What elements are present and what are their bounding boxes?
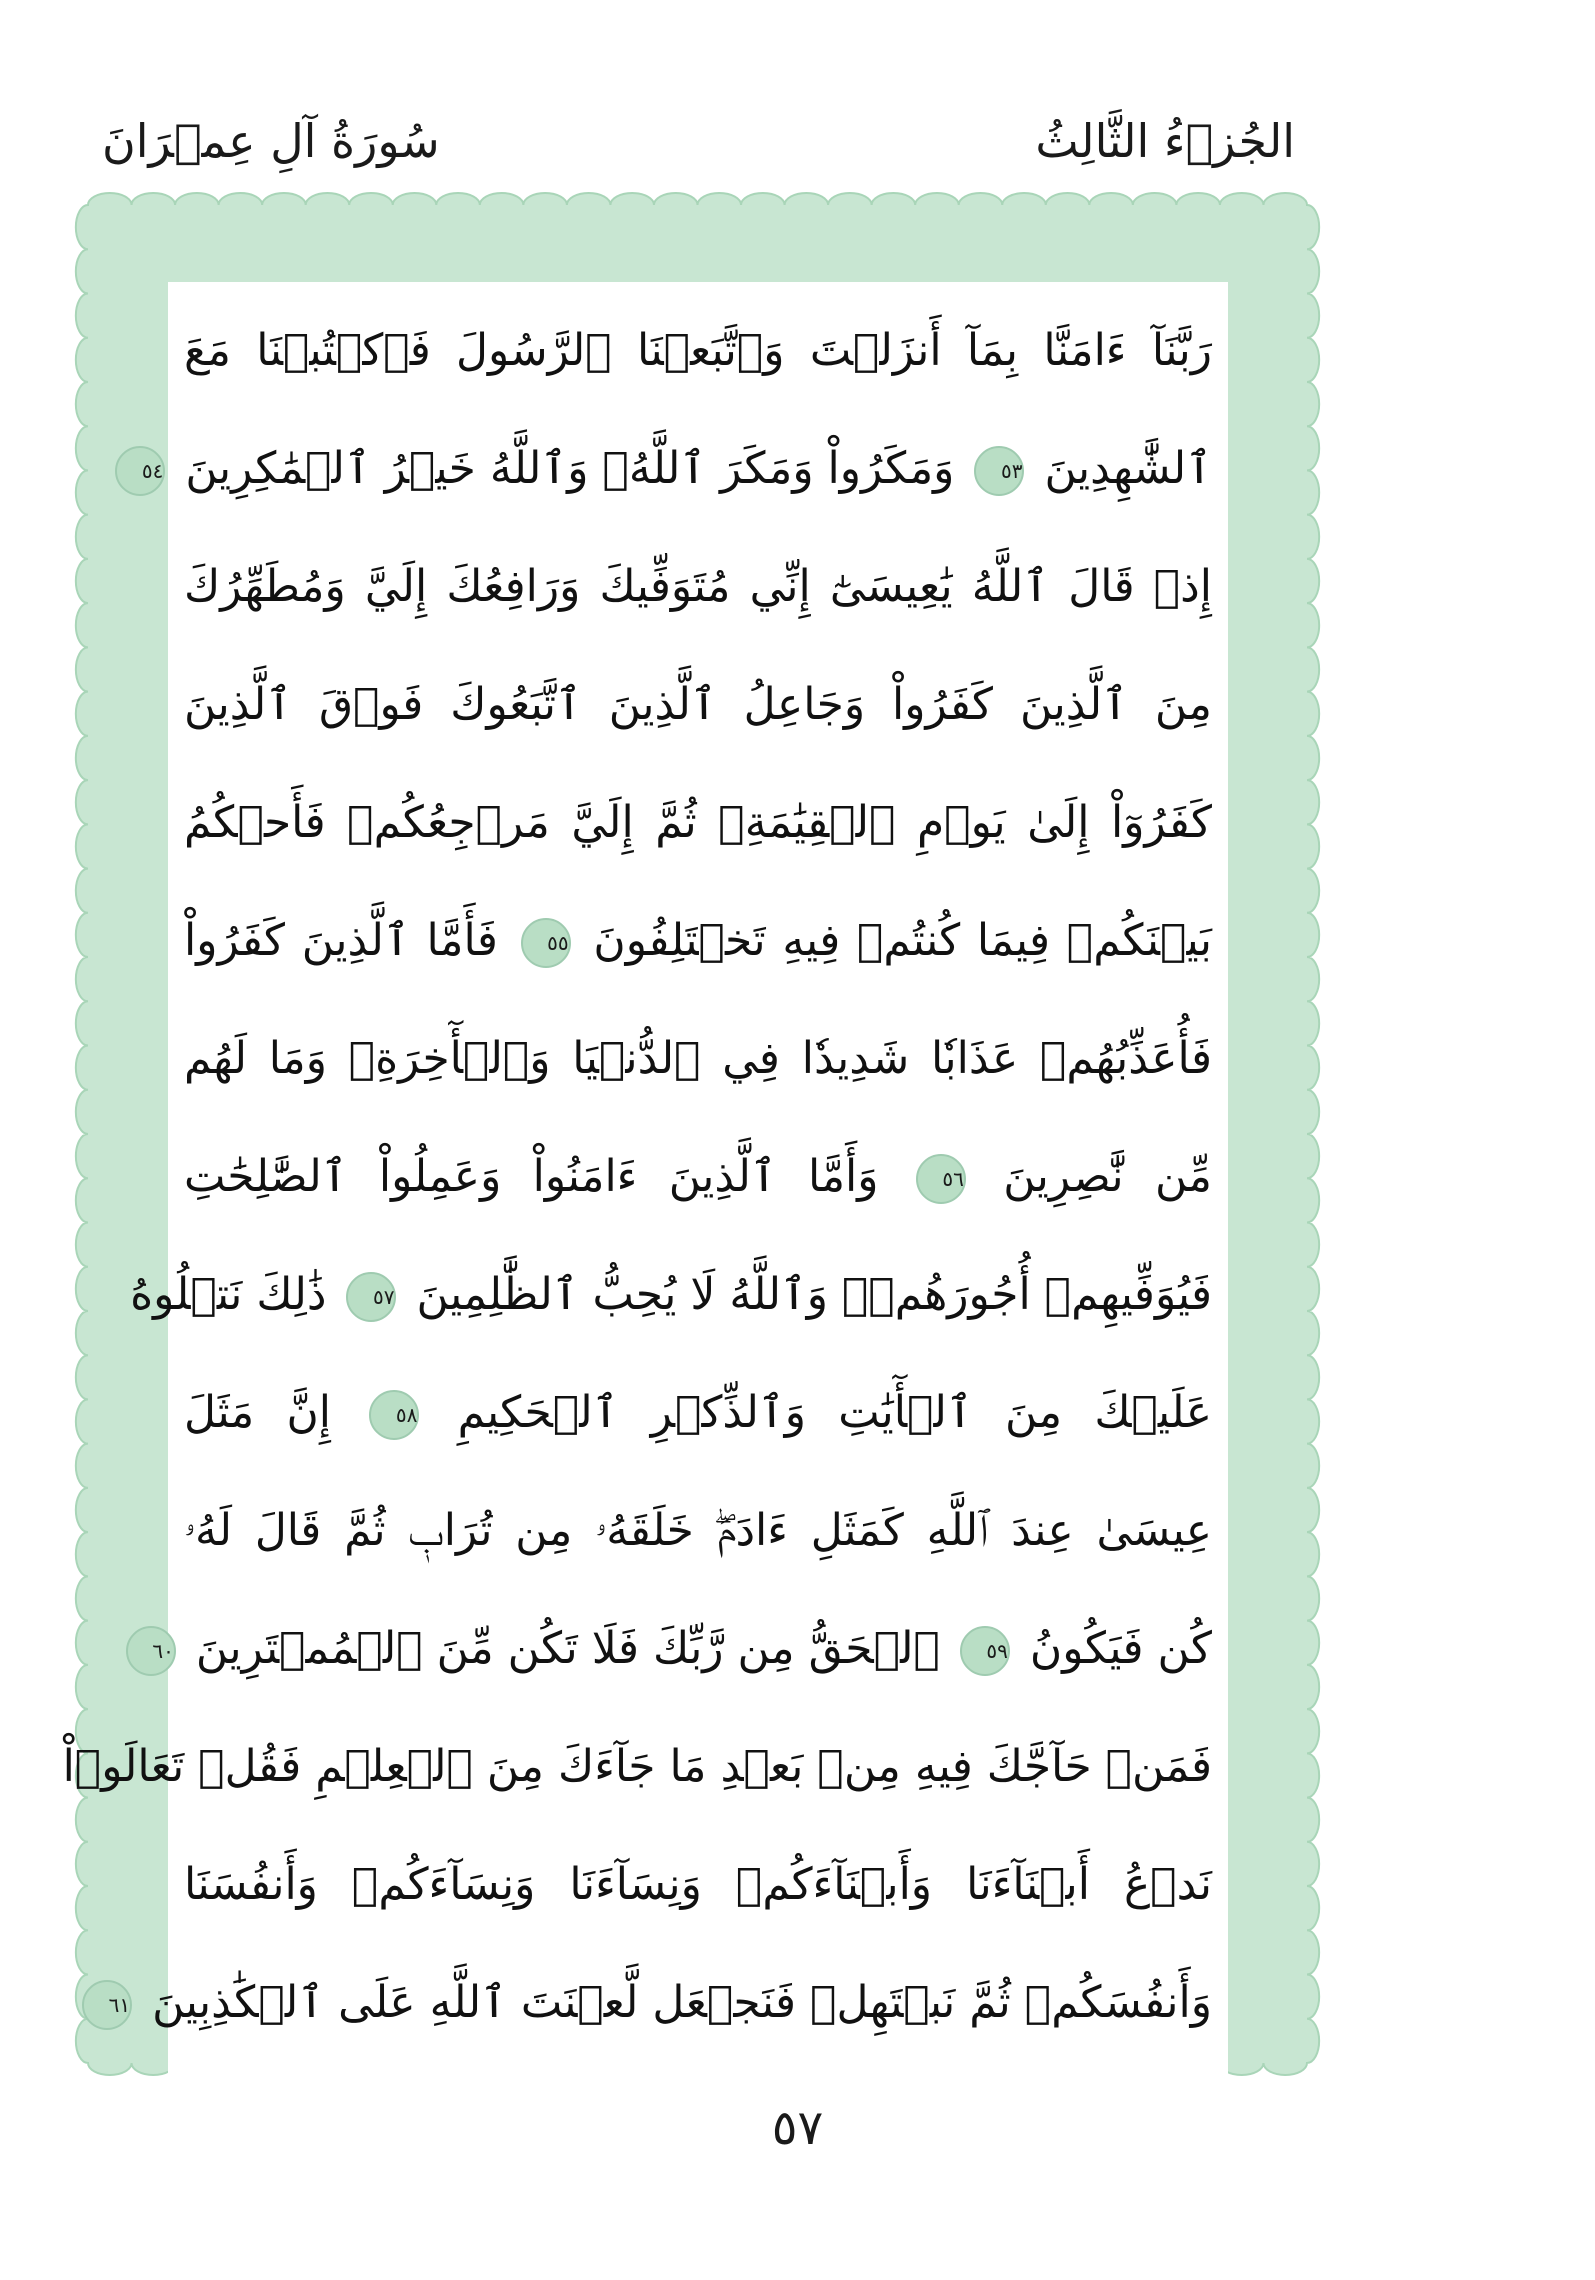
verse-text: فَمَنۡ حَآجَّكَ فِيهِ مِنۢ بَعۡدِ مَا جَآءَكَ مِنَ ٱلۡعِلۡمِ فَقُلۡ تَعَالَوۡاْ	[62, 1741, 1212, 1792]
verse-text: كُن فَيَكُونُ	[1029, 1623, 1212, 1674]
quran-line	[184, 886, 1212, 996]
quran-line	[184, 1830, 1212, 1940]
verse-text: فَأُعَذِّبُهُمۡ عَذَابٗا شَدِيدٗا فِي ٱلدُّنۡيَا وَٱلۡأٓخِرَةِۖ وَمَا لَهُم	[184, 1033, 1212, 1084]
ayah-number-marker: ٥٦	[916, 1154, 966, 1204]
ayah-number-marker: ٥٥	[521, 918, 571, 968]
verse-text: إِنَّ مَثَلَ	[184, 1387, 332, 1438]
verse-text: إِذۡ قَالَ ٱللَّهُ يَٰعِيسَىٰٓ إِنِّي مُتَوَفِّيكَ وَرَافِعُكَ إِلَيَّ وَمُطَهِّرُكَ	[184, 561, 1212, 612]
juz-name: الجُزۡءُ الثَّالِثُ	[1035, 114, 1295, 168]
verse-text: وَأَمَّا ٱلَّذِينَ ءَامَنُواْ وَعَمِلُواْ ٱلصَّٰلِحَٰتِ	[184, 1151, 879, 1202]
page-number: ٥٧	[771, 2100, 824, 2156]
ayah-number-marker: ٥٤	[115, 446, 165, 496]
quran-line	[184, 1004, 1212, 1114]
quran-line	[108, 1948, 1212, 2058]
verse-text: فَأَمَّا ٱلَّذِينَ كَفَرُواْ	[184, 915, 498, 966]
verse-text: عِيسَىٰ عِندَ ٱللَّهِ كَمَثَلِ ءَادَمَۖ خَلَقَهُۥ مِن تُرَابٖ ثُمَّ قَالَ لَهُۥ	[184, 1505, 1212, 1556]
quran-line	[184, 1122, 1212, 1232]
verse-text: عَلَيۡكَ مِنَ ٱلۡأٓيَٰتِ وَٱلذِّكۡرِ ٱلۡحَكِيمِ	[457, 1387, 1212, 1438]
quran-line	[62, 1712, 1212, 1822]
verse-text: ٱلۡحَقُّ مِن رَّبِّكَ فَلَا تَكُن مِّنَ ٱلۡمُمۡتَرِينَ	[195, 1623, 940, 1674]
quran-line	[184, 650, 1212, 760]
quran-line	[141, 414, 1212, 524]
ayah-number-marker: ٥٣	[974, 446, 1024, 496]
quran-line	[184, 1476, 1212, 1586]
ayah-number-marker: ٦٠	[126, 1626, 176, 1676]
verse-text: وَمَكَرُواْ وَمَكَرَ ٱللَّهُۖ وَٱللَّهُ خَيۡرُ ٱلۡمَٰكِرِينَ	[185, 443, 955, 494]
verse-text: ٱلشَّٰهِدِينَ	[1044, 443, 1212, 494]
verse-text: نَدۡعُ أَبۡنَآءَنَا وَأَبۡنَآءَكُمۡ وَنِسَآءَنَا وَنِسَآءَكُمۡ وَأَنفُسَنَا	[184, 1859, 1212, 1910]
quran-line	[184, 768, 1212, 878]
ayah-number-marker: ٥٨	[369, 1390, 419, 1440]
ayah-number-marker: ٦١	[82, 1980, 132, 2030]
verse-text: مِّن نَّٰصِرِينَ	[1003, 1151, 1213, 1202]
quran-line	[152, 1594, 1212, 1704]
ayah-number-marker: ٥٩	[960, 1626, 1010, 1676]
quran-line	[184, 1358, 1212, 1468]
verse-text: ذَٰلِكَ نَتۡلُوهُ	[130, 1269, 327, 1320]
verse-text: كَفَرُوٓاْ إِلَىٰ يَوۡمِ ٱلۡقِيَٰمَةِۖ ثُمَّ إِلَيَّ مَرۡجِعُكُمۡ فَأَحۡكُمُ	[184, 797, 1212, 848]
quran-line	[184, 532, 1212, 642]
quran-line	[130, 1240, 1212, 1350]
verse-text: رَبَّنَآ ءَامَنَّا بِمَآ أَنزَلۡتَ وَٱتَّبَعۡنَا ٱلرَّسُولَ فَٱكۡتُبۡنَا مَعَ	[184, 325, 1212, 376]
verse-text: بَيۡنَكُمۡ فِيمَا كُنتُمۡ فِيهِ تَخۡتَلِفُونَ	[593, 915, 1212, 966]
verse-text: فَيُوَفِّيهِمۡ أُجُورَهُمۡۗ وَٱللَّهُ لَا يُحِبُّ ٱلظَّٰلِمِينَ	[416, 1269, 1212, 1320]
ayah-number-marker: ٥٧	[346, 1272, 396, 1322]
verse-text: مِنَ ٱلَّذِينَ كَفَرُواْ وَجَاعِلُ ٱلَّذِينَ ٱتَّبَعُوكَ فَوۡقَ ٱلَّذِينَ	[184, 679, 1212, 730]
quran-text-panel	[62, 282, 1228, 2112]
surah-name: سُورَةُ آلِ عِمۡرَانَ	[102, 114, 440, 168]
verse-text: وَأَنفُسَكُمۡ ثُمَّ نَبۡتَهِلۡ فَنَجۡعَل لَّعۡنَتَ ٱللَّهِ عَلَى ٱلۡكَٰذِبِينَ	[152, 1977, 1212, 2028]
quran-line	[184, 296, 1212, 406]
